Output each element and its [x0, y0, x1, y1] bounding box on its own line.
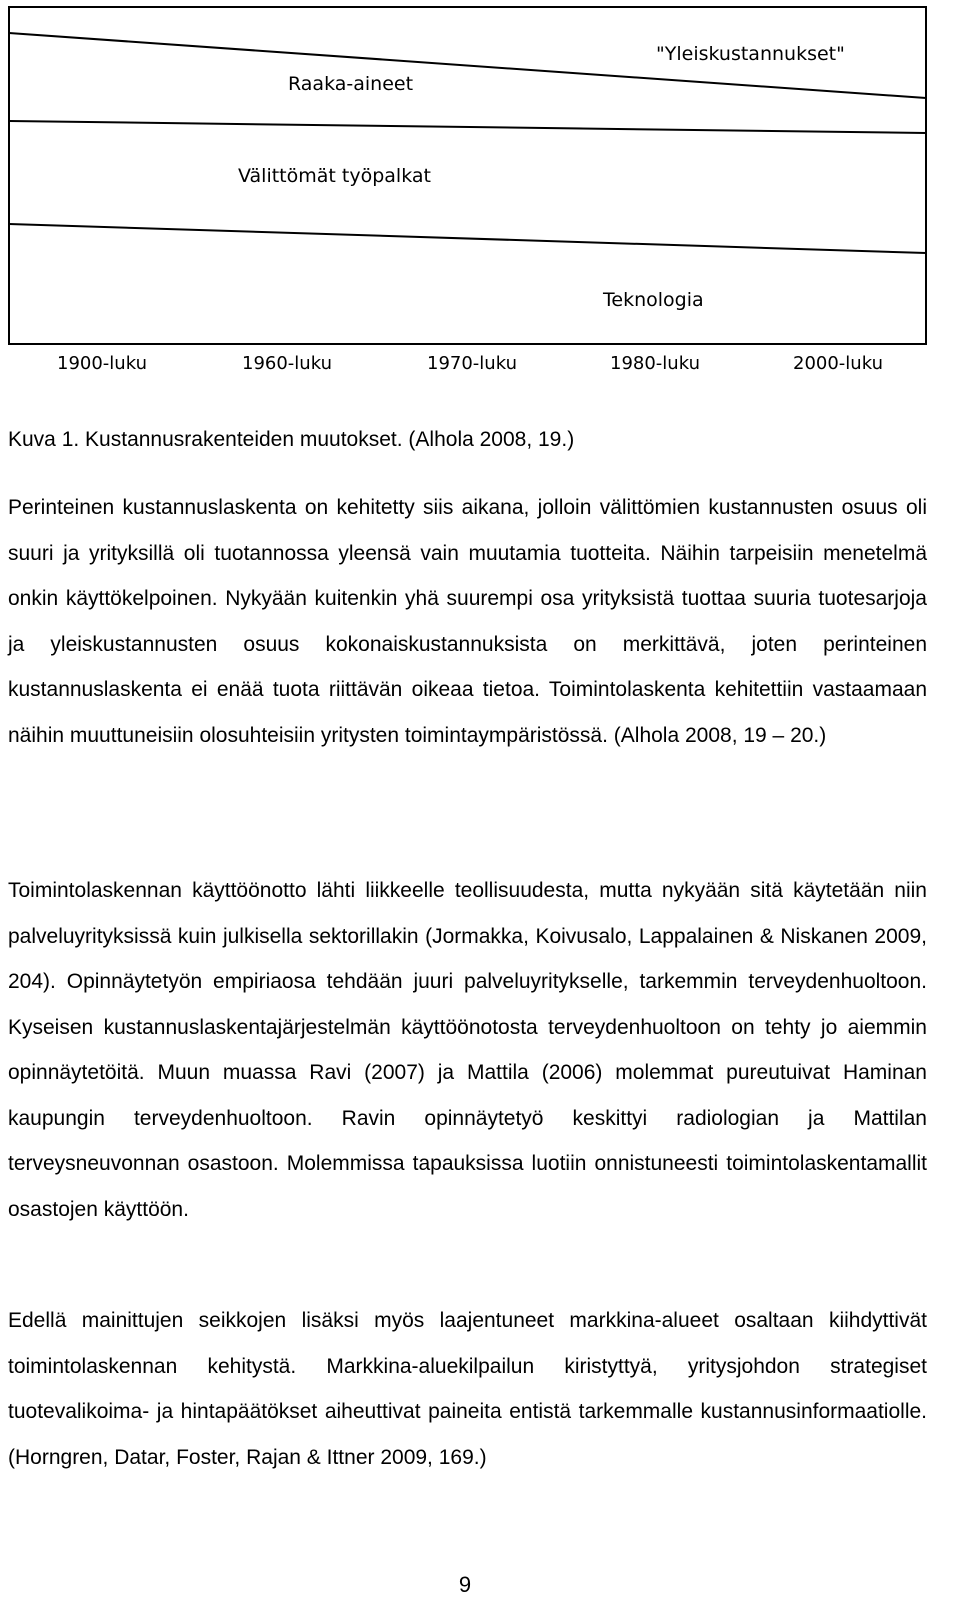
body-paragraph: Perinteinen kustannuslaskenta on kehitetty siis aikana, jolloin välittömien kustannusten osuus oli suuri ja yrityksillä oli tuotannossa yleensä vain muutamia tuotteita. Näihin tarpeisiin menetelmä onkin käyttökelpoinen. Nykyään kuitenkin yhä suurempi osa yrityksistä tuottaa suuria tuotesarjoja ja yleiskustannusten osuus kokonaiskustannuksista on merkittävä, joten perinteinen kustannuslaskenta ei enää tuota riittävän oikeaa tietoa. Toimintolaskenta kehitettiin vastaamaan näihin muuttuneisiin olosuhteisiin yritysten toimintaympäristössä. (Alhola 2008, 19 – 20.)	[8, 496, 927, 747]
cost-structure-figure	[0, 0, 960, 395]
direct-wages-label: Välittömät työpalkat	[238, 165, 431, 187]
figure-caption: Kuva 1. Kustannusrakenteiden muutokset. (Alhola 2008, 19.)	[8, 428, 575, 451]
period-label: 1980-luku	[610, 353, 700, 374]
raw-materials-label: Raaka-aineet	[288, 73, 414, 95]
overheads-label: "Yleiskustannukset"	[656, 43, 845, 65]
period-label: 2000-luku	[793, 353, 883, 374]
technology-label: Teknologia	[603, 289, 704, 311]
period-label: 1900-luku	[57, 353, 147, 374]
period-label: 1970-luku	[427, 353, 517, 374]
period-label: 1960-luku	[242, 353, 332, 374]
page-number: 9	[458, 1572, 472, 1597]
body-paragraph: Edellä mainittujen seikkojen lisäksi myös laajentuneet markkina-alueet osaltaan kiihdyttivät toimintolaskennan kehitystä. Markkina-aluekilpailun kiristyttyä, yritysjohdon strategiset tuotevalikoima- ja hintapäätökset aiheuttivat paineita entistä tarkemmalle kustannusinformaatiolle. (Horngren, Datar, Foster, Rajan & Ittner 2009, 169.)	[8, 1309, 927, 1469]
body-paragraph: Toimintolaskennan käyttöönotto lähti liikkeelle teollisuudesta, mutta nykyään sitä käytetään niin palveluyrityksissä kuin julkisella sektorillakin (Jormakka, Koivusalo, Lappalainen & Niskanen 2009, 204). Opinnäytetyön empiriaosa tehdään juuri palveluyritykselle, tarkemmin terveydenhuoltoon. Kyseisen kustannuslaskentajärjestelmän käyttöönotosta terveydenhuoltoon on tehty jo aiemmin opinnäytetöitä. Muun muassa Ravi (2007) ja Mattila (2006) molemmat pureutuivat Haminan kaupungin terveydenhuoltoon. Ravin opinnäytetyö keskittyi radiologian ja Mattilan terveysneuvonnan osastoon. Molemmissa tapauksissa luotiin onnistuneesti toimintolaskentamallit osastojen käyttöön.	[8, 879, 927, 1221]
